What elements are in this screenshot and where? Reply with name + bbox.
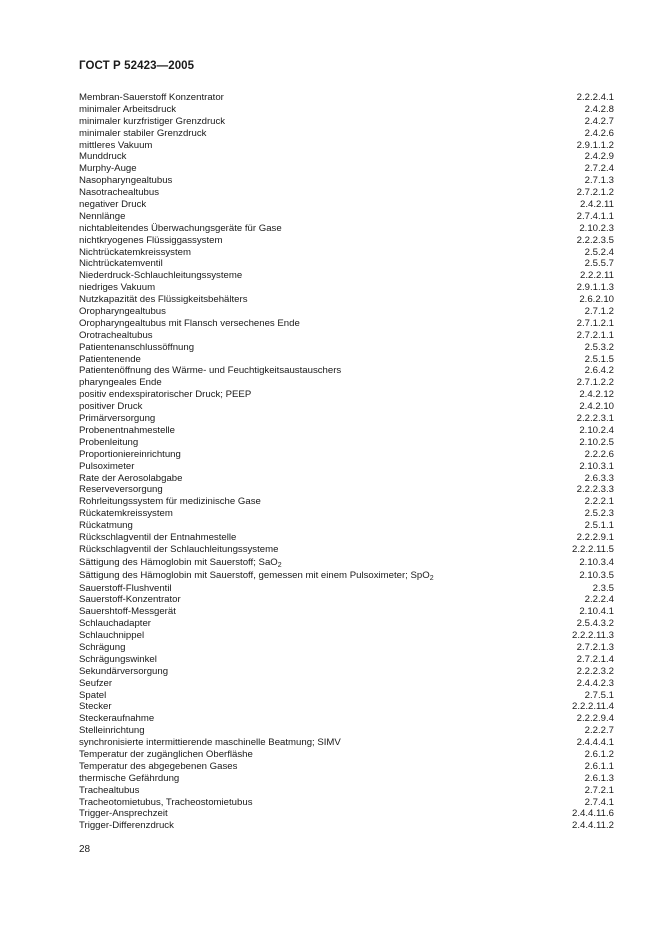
index-reference-number: 2.4.2.10 <box>579 401 614 413</box>
index-reference-number: 2.7.2.1.2 <box>576 187 614 199</box>
index-entry <box>79 737 614 749</box>
index-reference-number: 2.10.3.5 <box>579 570 614 582</box>
index-term-text: Orotrachealtubus <box>79 329 153 341</box>
index-entry <box>79 797 614 809</box>
index-term <box>79 92 569 104</box>
index-entry <box>79 365 614 377</box>
index-entry <box>79 128 614 140</box>
index-entry <box>79 330 614 342</box>
index-entry <box>79 808 614 820</box>
index-term <box>79 258 577 270</box>
index-entry <box>79 630 614 642</box>
index-term <box>79 318 569 330</box>
index-reference-number: 2.7.1.2.2 <box>576 377 614 389</box>
index-term <box>79 306 577 318</box>
index-entry <box>79 785 614 797</box>
index-term-text: Rückschlagventil der Entnahmestelle <box>79 531 237 543</box>
index-entry <box>79 389 614 401</box>
index-reference-number: 2.10.2.5 <box>579 436 614 448</box>
subject-index-list <box>79 92 614 832</box>
index-term <box>79 151 577 163</box>
index-entry <box>79 678 614 690</box>
index-entry <box>79 235 614 247</box>
index-reference-number: 2.6.1.3 <box>584 772 614 784</box>
index-term <box>79 773 577 785</box>
index-entry <box>79 151 614 163</box>
index-term-text: synchronisierte intermittierende maschinelle Beatmung; SIMV <box>79 737 341 749</box>
page-number: 28 <box>79 844 91 855</box>
index-term-text: Sättigung des Hämoglobin mit Sauerstoff, gemessen mit einem Pulsoximeter; SpO <box>79 570 430 582</box>
index-reference-number: 2.2.2.4.1 <box>576 92 614 103</box>
index-term-text: Stecker <box>79 701 112 713</box>
index-term-text: Stelleinrichtung <box>79 725 145 737</box>
index-term <box>79 725 577 737</box>
index-term <box>79 365 577 377</box>
index-term <box>79 484 569 496</box>
index-entry <box>79 377 614 389</box>
index-reference-number: 2.4.2.12 <box>579 389 614 401</box>
index-term-text: Schlauchnippel <box>79 630 145 642</box>
index-reference-number: 2.9.1.1.2 <box>576 139 614 151</box>
index-term-text: minimaler stabiler Grenzdruck <box>79 127 207 139</box>
index-term-text: niedriges Vakuum <box>79 282 156 294</box>
index-term-text: Munddruck <box>79 151 127 163</box>
index-entry <box>79 413 614 425</box>
index-reference-number: 2.2.2.11 <box>580 270 614 282</box>
index-reference-number: 2.3.5 <box>592 582 614 594</box>
index-reference-number: 2.4.4.4.1 <box>576 737 614 749</box>
index-reference-number: 2.7.1.2 <box>584 306 614 318</box>
index-reference-number: 2.6.4.2 <box>584 365 614 377</box>
index-term <box>79 532 569 544</box>
index-term <box>79 437 571 449</box>
index-term-text: mittleres Vakuum <box>79 139 153 151</box>
index-term-text: Trigger-Differenzdruck <box>79 820 174 832</box>
index-reference-number: 2.7.2.1 <box>584 784 614 796</box>
index-entry <box>79 508 614 520</box>
index-term <box>79 425 571 437</box>
index-term <box>79 211 569 223</box>
index-reference-number: 2.2.2.3.1 <box>576 413 614 425</box>
index-term-text: Seufzer <box>79 677 113 689</box>
index-term-text: Rückatemkreissystem <box>79 508 173 520</box>
index-entry <box>79 461 614 473</box>
index-reference-number: 2.2.2.1 <box>584 496 614 508</box>
index-term-text: pharyngeales Ende <box>79 377 162 389</box>
index-term-text: Rate der Aerosolabgabe <box>79 472 183 484</box>
index-reference-number: 2.2.2.9.1 <box>576 531 614 543</box>
index-term-text: Probenleitung <box>79 436 139 448</box>
index-reference-number: 2.5.2.3 <box>584 508 614 520</box>
index-term <box>79 797 577 809</box>
index-term-text: Patientenanschlussöffnung <box>79 341 195 353</box>
index-reference-number: 2.7.2.1.1 <box>576 329 614 341</box>
index-term <box>79 808 564 820</box>
index-entry <box>79 618 614 630</box>
index-term <box>79 413 569 425</box>
index-term <box>79 583 585 595</box>
index-entry <box>79 666 614 678</box>
index-term-text: Nichtrückatemventil <box>79 258 163 270</box>
index-reference-number: 2.7.4.1 <box>584 796 614 808</box>
index-term <box>79 247 577 259</box>
index-term <box>79 377 569 389</box>
index-entry <box>79 713 614 725</box>
index-entry <box>79 294 614 306</box>
index-term-subscript: 2 <box>429 575 434 583</box>
index-term-text: minimaler kurzfristiger Grenzdruck <box>79 115 226 127</box>
index-term <box>79 140 569 152</box>
index-term-text: Membran-Sauerstoff Konzentrator <box>79 92 224 103</box>
index-term <box>79 282 569 294</box>
index-term <box>79 785 577 797</box>
index-term <box>79 128 577 140</box>
index-reference-number: 2.7.1.3 <box>584 175 614 187</box>
index-term <box>79 163 577 175</box>
index-entry <box>79 211 614 223</box>
index-reference-number: 2.10.2.3 <box>579 222 614 234</box>
index-reference-number: 2.9.1.1.3 <box>576 282 614 294</box>
index-term <box>79 630 564 642</box>
index-term-text: Trigger-Ansprechzeit <box>79 808 168 820</box>
index-term <box>79 606 571 618</box>
index-reference-number: 2.5.4.3.2 <box>576 618 614 630</box>
index-term-text: positiver Druck <box>79 401 143 413</box>
index-term-text: Rückatmung <box>79 520 133 532</box>
index-entry <box>79 532 614 544</box>
index-entry <box>79 749 614 761</box>
index-term-text: Niederdruck-Schlauchleitungssysteme <box>79 270 243 282</box>
index-reference-number: 2.6.1.1 <box>584 760 614 772</box>
index-term <box>79 678 569 690</box>
index-term <box>79 199 572 211</box>
index-reference-number: 2.4.4.11.6 <box>572 808 614 820</box>
index-term <box>79 666 569 678</box>
index-reference-number: 2.4.4.11.2 <box>572 820 614 832</box>
index-reference-number: 2.10.3.4 <box>579 556 614 568</box>
index-reference-number: 2.2.2.7 <box>584 725 614 737</box>
index-entry <box>79 247 614 259</box>
index-entry <box>79 354 614 366</box>
index-entry <box>79 92 614 104</box>
index-reference-number: 2.7.2.4 <box>584 163 614 175</box>
index-entry <box>79 175 614 187</box>
index-reference-number: 2.10.3.1 <box>579 460 614 472</box>
index-entry <box>79 594 614 606</box>
index-entry <box>79 690 614 702</box>
index-term-text: Probenentnahmestelle <box>79 424 176 436</box>
index-term <box>79 461 571 473</box>
index-entry <box>79 342 614 354</box>
index-term-text: thermische Gefährdung <box>79 772 180 784</box>
index-entry <box>79 642 614 654</box>
index-term <box>79 820 564 832</box>
index-reference-number: 2.2.2.9.4 <box>576 713 614 725</box>
index-entry <box>79 484 614 496</box>
index-term-text: Sättigung des Hämoglobin mit Sauerstoff; SaO <box>79 556 278 568</box>
index-entry <box>79 140 614 152</box>
index-term-text: Murphy-Auge <box>79 163 137 175</box>
index-reference-number: 2.2.2.6 <box>584 448 614 460</box>
index-entry <box>79 401 614 413</box>
index-entry <box>79 556 614 569</box>
index-reference-number: 2.4.2.9 <box>584 151 614 163</box>
index-term-text: Rückschlagventil der Schlauchleitungssysteme <box>79 543 279 555</box>
index-reference-number: 2.5.1.1 <box>584 520 614 532</box>
index-term-text: Rohrleitungssystem für medizinische Gase <box>79 496 261 508</box>
document-header: ГОСТ Р 52423—2005 <box>79 60 195 72</box>
index-term <box>79 401 571 413</box>
index-reference-number: 2.6.3.3 <box>584 472 614 484</box>
index-entry <box>79 725 614 737</box>
index-entry <box>79 163 614 175</box>
index-reference-number: 2.6.1.2 <box>584 748 614 760</box>
index-term-text: Oropharyngealtubus <box>79 306 166 318</box>
index-reference-number: 2.2.2.11.5 <box>572 543 614 555</box>
index-entry <box>79 606 614 618</box>
index-reference-number: 2.2.2.3.3 <box>576 484 614 496</box>
index-term <box>79 618 569 630</box>
index-entry <box>79 282 614 294</box>
index-term-text: Nennlänge <box>79 210 126 222</box>
index-term-text: Pulsoximeter <box>79 460 135 472</box>
index-term-text: Schrägung <box>79 641 126 653</box>
index-term <box>79 223 571 235</box>
index-entry <box>79 318 614 330</box>
index-term-text: Nasopharyngealtubus <box>79 175 173 187</box>
index-term-text: nichtkryogenes Flüssiggassystem <box>79 234 223 246</box>
index-term-text: positiv endexspiratorischer Druck; PEEP <box>79 389 252 401</box>
index-reference-number: 2.2.2.3.2 <box>576 665 614 677</box>
index-term <box>79 175 577 187</box>
index-term <box>79 749 577 761</box>
index-term <box>79 642 569 654</box>
index-term <box>79 569 571 582</box>
index-reference-number: 2.5.5.7 <box>584 258 614 270</box>
index-term-text: Primärversorgung <box>79 413 156 425</box>
index-term <box>79 270 572 282</box>
index-reference-number: 2.2.2.3.5 <box>576 234 614 246</box>
index-term-text: Sauerstoff-Konzentrator <box>79 594 181 606</box>
index-entry <box>79 583 614 595</box>
index-term-text: Temperatur des abgegebenen Gases <box>79 760 238 772</box>
index-term <box>79 701 564 713</box>
index-term-text: Proportioniereinrichtung <box>79 448 181 460</box>
index-entry <box>79 258 614 270</box>
index-term-text: Nutzkapazität des Flüssigkeitsbehälters <box>79 294 248 306</box>
index-term <box>79 389 571 401</box>
index-term <box>79 354 577 366</box>
index-term-text: Patientenöffnung des Wärme- und Feuchtigkeitsaustauschers <box>79 365 342 377</box>
index-term-text: minimaler Arbeitsdruck <box>79 103 177 115</box>
index-reference-number: 2.7.1.2.1 <box>576 317 614 329</box>
index-reference-number: 2.7.2.1.3 <box>576 641 614 653</box>
index-term-text: Schrägungswinkel <box>79 653 157 665</box>
index-term <box>79 473 577 485</box>
index-entry <box>79 270 614 282</box>
index-term <box>79 235 569 247</box>
index-reference-number: 2.2.2.4 <box>584 594 614 606</box>
index-reference-number: 2.5.2.4 <box>584 246 614 258</box>
index-reference-number: 2.10.2.4 <box>579 424 614 436</box>
index-term <box>79 520 577 532</box>
index-entry <box>79 761 614 773</box>
index-entry <box>79 773 614 785</box>
index-reference-number: 2.4.4.2.3 <box>576 677 614 689</box>
index-term <box>79 544 564 556</box>
index-entry <box>79 496 614 508</box>
index-entry <box>79 473 614 485</box>
index-term-text: Steckeraufnahme <box>79 713 155 725</box>
index-entry <box>79 520 614 532</box>
index-entry <box>79 306 614 318</box>
index-term <box>79 690 577 702</box>
index-entry <box>79 199 614 211</box>
index-term-text: Patientenende <box>79 353 141 365</box>
index-term-text: Nasotrachealtubus <box>79 187 159 199</box>
index-term-text: Sauershtoff-Messgerät <box>79 606 176 618</box>
index-reference-number: 2.2.2.11.4 <box>572 701 614 713</box>
index-entry <box>79 437 614 449</box>
index-term <box>79 294 571 306</box>
index-term-text: Sauerstoff-Flushventil <box>79 582 172 594</box>
index-term <box>79 187 569 199</box>
index-reference-number: 2.7.2.1.4 <box>576 653 614 665</box>
index-reference-number: 2.4.2.6 <box>584 127 614 139</box>
index-entry <box>79 187 614 199</box>
index-term <box>79 116 577 128</box>
index-term <box>79 737 569 749</box>
index-entry <box>79 544 614 556</box>
index-reference-number: 2.2.2.11.3 <box>572 630 614 642</box>
index-term-text: Trachealtubus <box>79 784 140 796</box>
index-reference-number: 2.7.5.1 <box>584 689 614 701</box>
index-term <box>79 713 569 725</box>
index-reference-number: 2.4.2.11 <box>580 199 614 211</box>
index-entry <box>79 223 614 235</box>
index-reference-number: 2.4.2.7 <box>584 115 614 127</box>
index-entry <box>79 104 614 116</box>
index-entry <box>79 449 614 461</box>
index-term-text: Tracheotomietubus, Tracheostomietubus <box>79 796 253 808</box>
index-term-text: Oropharyngealtubus mit Flansch versechenes Ende <box>79 317 300 329</box>
index-entry <box>79 116 614 128</box>
index-term <box>79 654 569 666</box>
index-term <box>79 761 577 773</box>
index-term-text: Spatel <box>79 689 107 701</box>
index-reference-number: 2.5.3.2 <box>584 341 614 353</box>
index-reference-number: 2.6.2.10 <box>579 294 614 306</box>
index-term <box>79 594 577 606</box>
index-entry <box>79 701 614 713</box>
index-term-text: Reserveversorgung <box>79 484 163 496</box>
index-term-text: nichtableitendes Überwachungsgeräte für Gase <box>79 222 282 234</box>
index-reference-number: 2.10.4.1 <box>579 606 614 618</box>
index-term-text: Schlauchadapter <box>79 618 152 630</box>
index-term-text: Nichtrückatemkreissystem <box>79 246 191 258</box>
index-term-text: Temperatur der zugänglichen Oberfläshe <box>79 748 253 760</box>
index-entry <box>79 820 614 832</box>
index-term-subscript: 2 <box>277 561 282 569</box>
index-term <box>79 330 569 342</box>
index-term <box>79 556 571 569</box>
index-term-text: Sekundärversorgung <box>79 665 169 677</box>
index-reference-number: 2.4.2.8 <box>584 103 614 115</box>
index-entry <box>79 569 614 582</box>
index-term <box>79 496 577 508</box>
index-reference-number: 2.7.4.1.1 <box>576 210 614 222</box>
index-term <box>79 104 577 116</box>
index-reference-number: 2.5.1.5 <box>584 353 614 365</box>
index-term <box>79 508 577 520</box>
index-term <box>79 342 577 354</box>
index-entry <box>79 654 614 666</box>
index-term <box>79 449 577 461</box>
index-term-text: negativer Druck <box>79 199 147 211</box>
index-entry <box>79 425 614 437</box>
